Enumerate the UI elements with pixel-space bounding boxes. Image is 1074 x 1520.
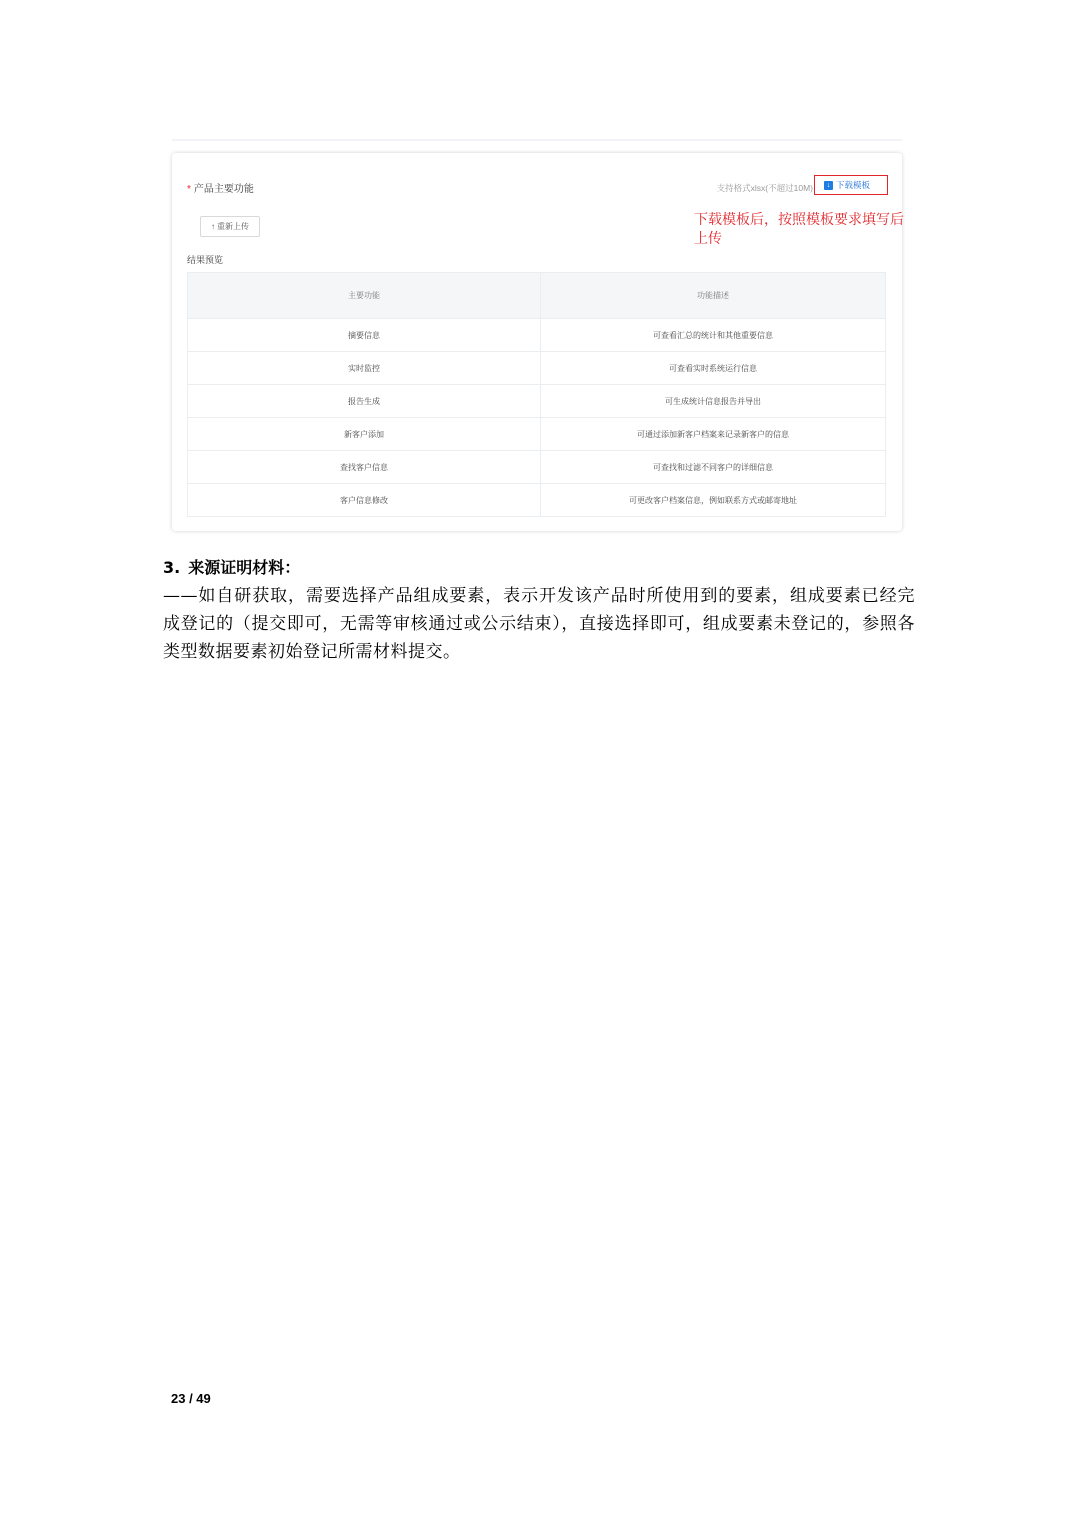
download-icon: ↓ [824, 181, 833, 190]
table-cell: 可生成统计信息报告并导出 [541, 385, 886, 418]
preview-table [187, 272, 886, 517]
table-cell: 可查找和过滤不同客户的详细信息 [541, 451, 886, 484]
table-row [188, 319, 886, 352]
top-divider [172, 139, 902, 141]
download-template-button[interactable] [814, 175, 888, 195]
reupload-button[interactable] [200, 216, 260, 237]
table-row [188, 451, 886, 484]
required-mark: * [187, 184, 191, 195]
table-cell: 新客户添加 [188, 418, 541, 451]
annotation-note: 下载模板后，按照模板要求填写后上传 [694, 212, 904, 247]
page-number: 23 / 49 [171, 1391, 211, 1406]
section-number: 3. [163, 558, 181, 577]
embedded-screenshot [172, 153, 902, 531]
table-header: 主要功能 [188, 273, 541, 319]
table-header: 功能描述 [541, 273, 886, 319]
table-cell: 可查看实时系统运行信息 [541, 352, 886, 385]
table-cell: 报告生成 [188, 385, 541, 418]
table-header-row [188, 273, 886, 319]
section-title: 来源证明材料： [188, 558, 301, 577]
preview-label: 结果预览 [187, 255, 224, 265]
section-body: ——如自研获取，需要选择产品组成要素，表示开发该产品时所使用到的要素，组成要素已经完成登记的（提交即可，无需等审核通过或公示结束），直接选择即可，组成要素未登记的，参照各类型数据要素初始登记所需材料提交。 [163, 586, 915, 662]
format-hint: 支持格式xlsx(不超过10M) [716, 183, 813, 193]
table-cell: 实时监控 [188, 352, 541, 385]
table-row [188, 352, 886, 385]
table-cell: 可通过添加新客户档案来记录新客户的信息 [541, 418, 886, 451]
download-template-label: 下载模板 [836, 180, 871, 190]
field-label: * 产品主要功能 [187, 184, 254, 195]
table-cell: 可更改客户档案信息，例如联系方式或邮寄地址 [541, 484, 886, 517]
table-cell: 可查看汇总的统计和其他重要信息 [541, 319, 886, 352]
table-row [188, 484, 886, 517]
table-cell: 客户信息修改 [188, 484, 541, 517]
table-cell: 查找客户信息 [188, 451, 541, 484]
reupload-label: 重新上传 [217, 222, 249, 231]
table-row [188, 385, 886, 418]
table-cell: 摘要信息 [188, 319, 541, 352]
section-heading [163, 555, 300, 578]
upload-icon: ↑ [211, 222, 215, 231]
table-row [188, 418, 886, 451]
